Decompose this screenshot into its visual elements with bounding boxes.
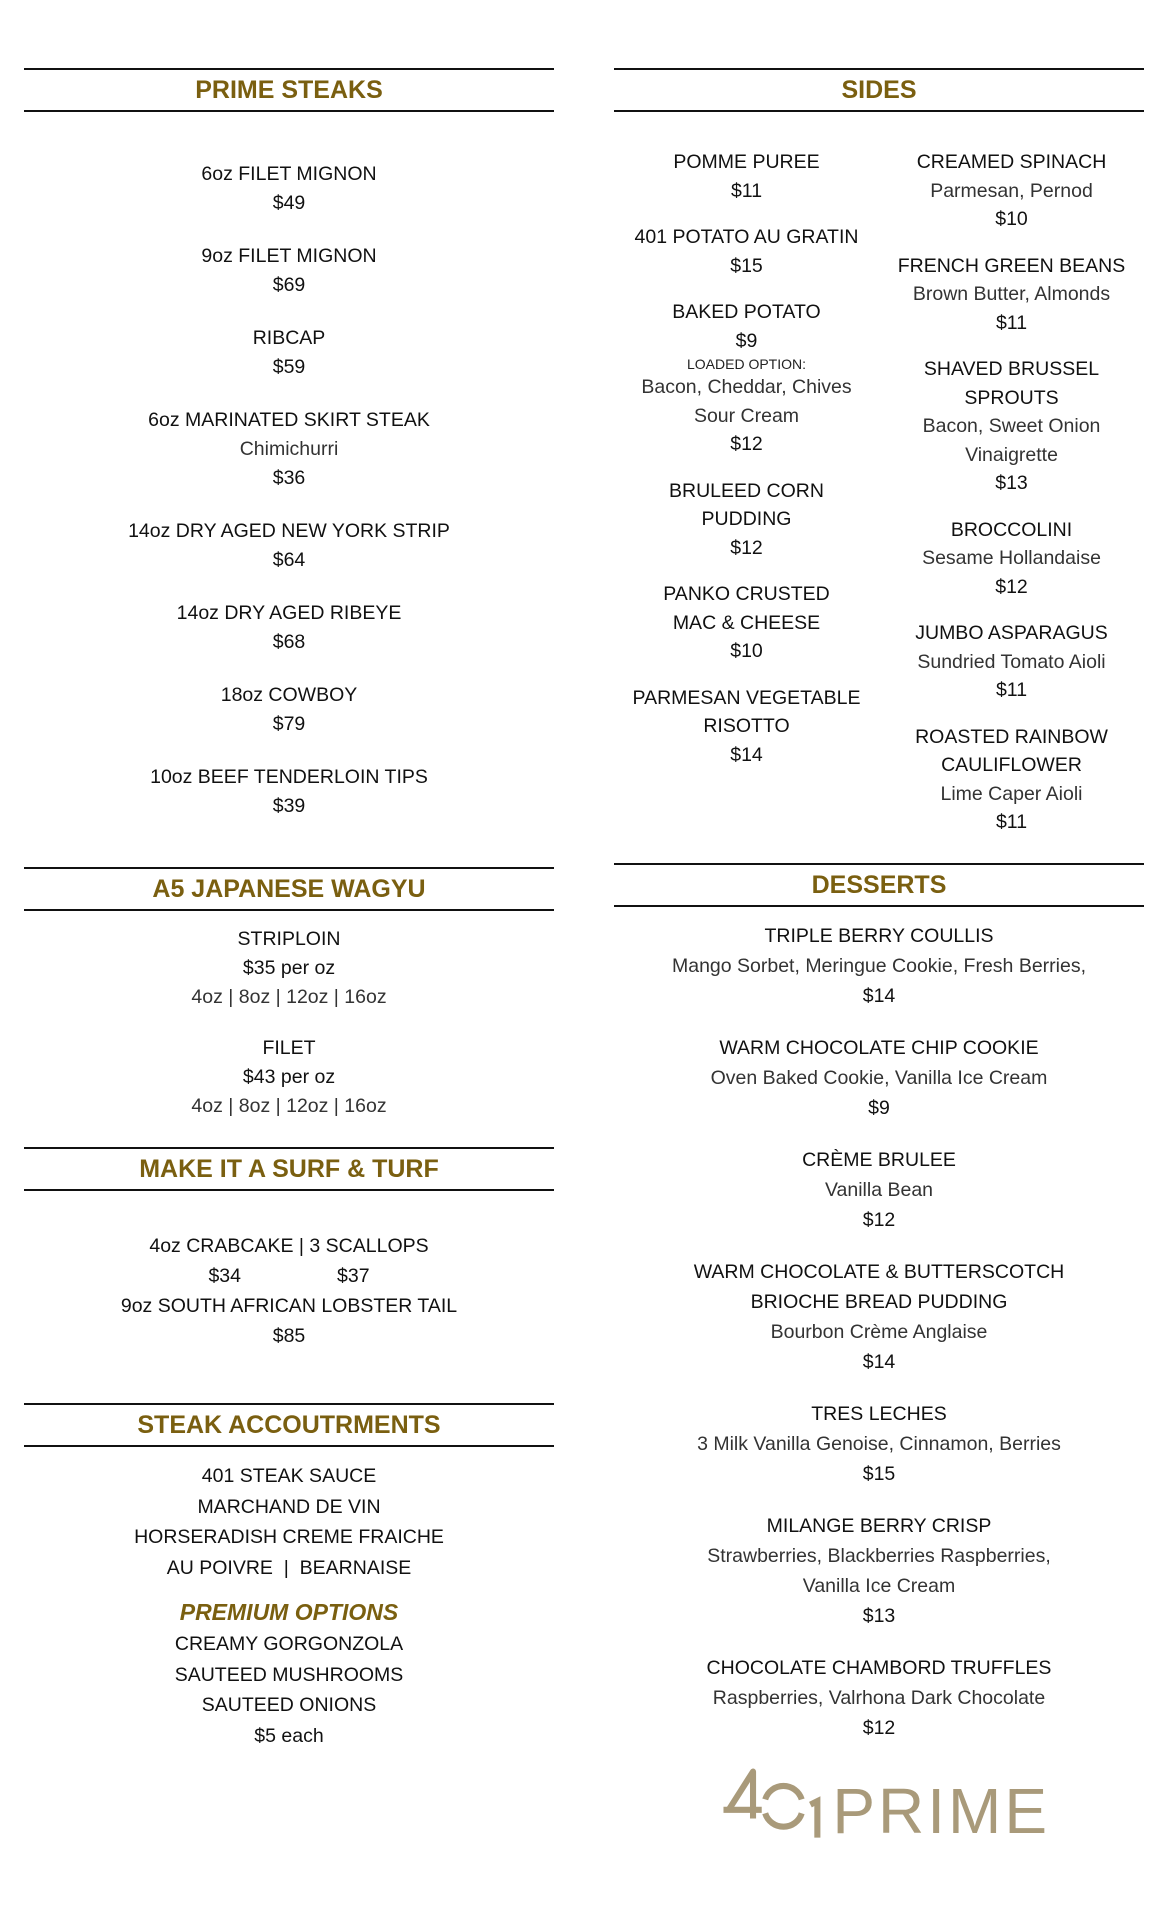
menu-item [614,1145,1144,1235]
item-price: $11 [995,311,1028,334]
item-price: $12 [862,1208,896,1231]
premium-options-title: PREMIUM OPTIONS [179,1599,399,1625]
item-name: RISOTTO [703,715,790,737]
item-price: $69 [272,274,306,296]
menu-item [879,355,1144,498]
item-name: SHAVED BRUSSEL [923,358,1100,380]
sides-left-column [614,148,879,855]
item-name: MILANGE BERRY CRISP [766,1514,992,1537]
surf-turf-body [24,1205,554,1351]
item-name: PUDDING [701,508,792,530]
item-name: 10oz BEEF TENDERLOIN TIPS [150,766,428,788]
prime-steaks-title: PRIME STEAKS [24,68,554,112]
item-name: RIBCAP [252,327,326,349]
item-name: JUMBO ASPARAGUS [915,622,1108,644]
menu-item [24,599,554,657]
list-item: AU POIVRE | BEARNAISE [166,1556,412,1579]
item-name: POMME PUREE [673,151,820,173]
list-item: CREAMY GORGONZOLA [174,1633,404,1655]
item-price: $10 [995,208,1028,230]
item-name: PARMESAN VEGETABLE [632,686,861,709]
item-description: 3 Milk Vanilla Genoise, Cinnamon, Berries [697,1432,1061,1455]
item-price: $12 [995,575,1028,598]
list-item: HORSERADISH CREME FRAICHE [134,1526,444,1548]
item-name: CRÈME BRULEE [802,1148,956,1171]
lobster-price: $85 [272,1325,306,1347]
sides-right-column [879,148,1144,855]
item-description: Strawberries, Blackberries Raspberries, [707,1544,1051,1567]
menu-item [879,516,1144,602]
item-name: 18oz COWBOY [220,684,358,706]
menu-item [24,406,554,493]
item-name: BRULEED CORN [669,479,824,502]
item-name: 14oz DRY AGED RIBEYE [176,602,402,624]
item-price: $13 [862,1604,896,1627]
menu-item [24,242,554,300]
menu-item [24,324,554,382]
item-price: $14 [730,743,763,766]
item-description: Lime Caper Aioli [940,782,1083,805]
item-description: Brown Butter, Almonds [912,283,1111,305]
item-name: FILET [262,1037,316,1059]
desserts-section [614,863,1144,1743]
item-name: PANKO CRUSTED [663,583,830,605]
menu-item [614,684,879,770]
logo [720,1755,1050,1845]
premium-price: $5 each [254,1724,324,1747]
surf-turf-title: MAKE IT A SURF & TURF [24,1147,554,1191]
surf-turf-line: 4oz CRABCAKE | 3 SCALLOPS [149,1235,429,1257]
loaded-option-label: LOADED OPTION: [686,356,807,372]
item-name: BRIOCHE BREAD PUDDING [750,1290,1008,1313]
item-name: CHOCOLATE CHAMBORD TRUFFLES [706,1656,1052,1679]
item-name: BROCCOLINI [950,518,1073,541]
accoutrements-list [24,1461,554,1583]
item-price: $12 [730,536,763,559]
premium-options-list [24,1629,554,1751]
menu-item [614,1511,1144,1631]
list-item: SAUTEED ONIONS [201,1694,377,1716]
prime-steaks-list [24,126,554,821]
menu-item [24,681,554,739]
item-description: Vinaigrette [965,443,1058,466]
menu-item [614,1033,1144,1123]
surf-turf-prices [24,1261,554,1291]
menu-item [24,763,554,821]
item-description: Vanilla Ice Cream [802,1574,956,1597]
menu-item [24,160,554,218]
menu-item [24,517,554,575]
list-item: 401 STEAK SAUCE [201,1465,377,1487]
item-price: $12 [730,433,763,455]
item-description: Raspberries, Valrhona Dark Chocolate [712,1686,1046,1709]
sides-title: SIDES [614,68,1144,112]
item-price: $36 [272,467,306,489]
item-description: Vanilla Bean [824,1178,934,1201]
sides-section [614,68,1144,855]
item-price: $49 [272,192,306,214]
surf-turf-section [24,1147,554,1351]
item-name: WARM CHOCOLATE & BUTTERSCOTCH [693,1260,1065,1283]
item-price: $14 [862,984,896,1007]
item-name: CAULIFLOWER [941,754,1082,776]
item-price: $12 [862,1716,896,1739]
menu-item [614,477,879,563]
item-price: $59 [272,356,306,378]
item-price: $11 [995,679,1028,701]
item-description: Oven Baked Cookie, Vanilla Ice Cream [710,1066,1048,1089]
menu-item [879,619,1144,705]
item-name: 9oz FILET MIGNON [201,245,377,267]
item-price: $64 [272,549,306,571]
item-description: Chimichurri [239,438,339,460]
item-name: STRIPLOIN [237,928,341,950]
item-name: ROASTED RAINBOW [915,725,1108,748]
menu-item [614,223,879,280]
item-price: $39 [272,795,306,817]
item-name: 6oz FILET MIGNON [201,163,377,185]
menu-item [24,925,554,1012]
item-price: $15 [862,1462,896,1485]
item-name: 401 POTATO AU GRATIN [634,226,859,248]
item-description: Parmesan, Pernod [930,179,1093,202]
item-price: $11 [995,811,1028,833]
item-sizes: 4oz | 8oz | 12oz | 16oz [191,1095,387,1117]
menu-item [879,148,1144,234]
menu-item [614,1257,1144,1377]
item-description: Mango Sorbet, Meringue Cookie, Fresh Berries, [671,954,1087,977]
list-item: MARCHAND DE VIN [197,1495,381,1518]
item-name: 14oz DRY AGED NEW YORK STRIP [128,520,450,542]
item-name: CREAMED SPINACH [916,151,1107,173]
logo-wordmark: PRIME [832,1775,1050,1847]
crabcake-price: $34 [208,1265,241,1287]
menu-item [614,921,1144,1011]
item-name: TRES LECHES [811,1402,947,1425]
lobster-line: 9oz SOUTH AFRICAN LOBSTER TAIL [120,1295,458,1317]
item-name: WARM CHOCOLATE CHIP COOKIE [719,1036,1039,1059]
menu-item [24,1034,554,1121]
right-column [614,68,1144,1765]
list-item: SAUTEED MUSHROOMS [174,1663,404,1686]
item-price: $14 [862,1350,896,1373]
item-price: $35 per oz [242,957,336,979]
item-name: FRENCH GREEN BEANS [897,254,1126,277]
wagyu-section [24,867,554,1121]
item-price: $9 [735,329,758,352]
prime-steaks-section [24,68,554,821]
logo-401-mark [720,1759,824,1845]
sides-grid [614,126,1144,855]
item-name: BAKED POTATO [672,301,821,323]
accoutrements-section [24,1403,554,1751]
item-price: $11 [730,179,763,202]
menu-item [879,723,1144,837]
menu-item [614,580,879,666]
item-name: TRIPLE BERRY COULLIS [764,924,994,947]
item-description: Bacon, Sweet Onion [922,415,1101,437]
item-price: $68 [272,631,306,653]
item-description: Sesame Hollandaise [922,547,1101,569]
item-sizes: 4oz | 8oz | 12oz | 16oz [191,986,387,1008]
menu-item [614,1653,1144,1743]
item-price: $79 [272,713,306,735]
item-price: $9 [868,1096,890,1119]
item-price: $15 [730,254,763,277]
left-column [24,68,554,1751]
item-name: SPROUTS [964,386,1059,409]
item-price: $13 [995,472,1028,494]
wagyu-title: A5 JAPANESE WAGYU [24,867,554,911]
menu-item [614,298,879,459]
item-description: Bourbon Crème Anglaise [770,1320,988,1343]
accoutrements-title: STEAK ACCOUTRMENTS [24,1403,554,1447]
menu-item [614,148,879,205]
menu-item [879,252,1144,338]
desserts-title: DESSERTS [614,863,1144,907]
item-name: MAC & CHEESE [672,611,821,634]
menu-item [614,1399,1144,1489]
scallops-price: $37 [337,1265,370,1287]
item-description: Bacon, Cheddar, Chives [641,376,852,398]
item-price: $43 per oz [242,1066,336,1088]
item-description: Sundried Tomato Aioli [917,650,1106,673]
item-name: 6oz MARINATED SKIRT STEAK [148,409,430,431]
item-price: $10 [730,640,763,662]
item-description: Sour Cream [693,404,800,427]
